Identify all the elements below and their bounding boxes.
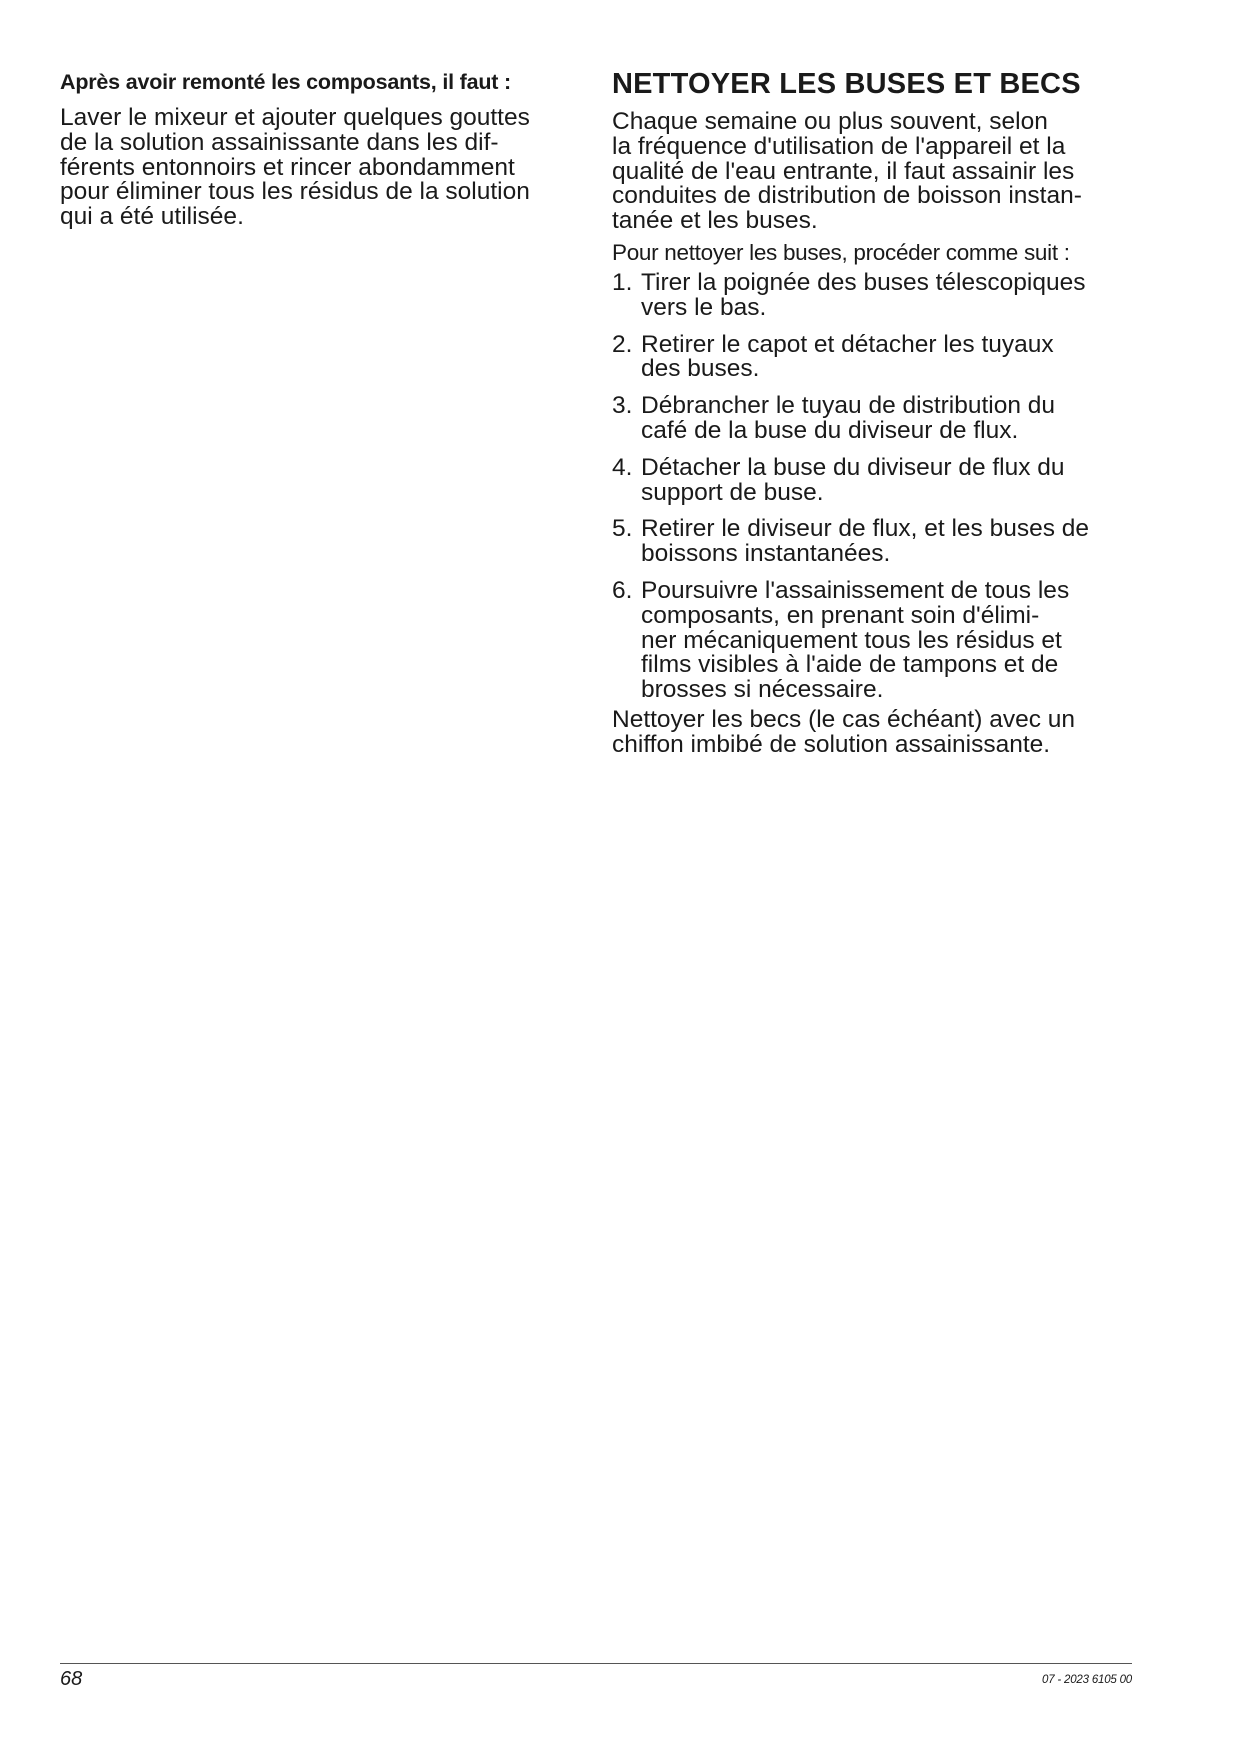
step-line: Détacher la buse du diviseur de flux du	[641, 453, 1065, 481]
step-item	[612, 576, 1152, 704]
step-line: brosses si nécessaire.	[641, 676, 884, 704]
page-number: 68	[60, 1668, 83, 1690]
right-column	[612, 66, 1152, 758]
step-number: 1.	[612, 268, 633, 296]
step-line: Tirer la poignée des buses télescopiques	[641, 268, 1086, 296]
intro-line: tanée et les buses.	[612, 207, 818, 235]
step-text	[641, 330, 1152, 383]
section-title: NETTOYER LES BUSES ET BECS	[612, 68, 1081, 100]
step-line: boissons instantanées.	[641, 540, 891, 568]
step-line: ner mécaniquement tous les résidus et	[641, 626, 1062, 654]
intro-line: Chaque semaine ou plus souvent, selon	[612, 108, 1048, 135]
closing-paragraph	[612, 705, 1152, 758]
left-column	[60, 68, 585, 230]
step-item	[612, 517, 1152, 567]
paragraph-line: pour éliminer tous les résidus de la solution	[60, 178, 530, 206]
paragraph-line: férents entonnoirs et rincer abondamment	[60, 153, 515, 181]
step-item	[612, 268, 1152, 321]
reassembly-paragraph	[60, 106, 585, 230]
step-line: Débrancher le tuyau de distribution du	[641, 392, 1056, 420]
step-item	[612, 394, 1152, 444]
step-number: 5.	[612, 515, 633, 543]
intro-line: la fréquence d'utilisation de l'appareil et la	[612, 132, 1066, 160]
step-text	[641, 268, 1152, 321]
intro-line: conduites de distribution de boisson instan-	[612, 182, 1082, 210]
step-text	[641, 576, 1152, 704]
paragraph-line: de la solution assainissante dans les dif-	[60, 128, 499, 156]
cleaning-steps-list	[612, 268, 1152, 704]
document-reference: 07 - 2023 6105 00	[1042, 1674, 1132, 1686]
step-text	[641, 517, 1152, 567]
step-line: vers le bas.	[641, 293, 767, 321]
intro-paragraph	[612, 110, 1152, 234]
step-number: 3.	[612, 392, 633, 420]
step-line: Retirer le diviseur de flux, et les buses de	[641, 515, 1090, 543]
step-text	[641, 453, 1152, 506]
step-number: 4.	[612, 453, 633, 481]
closing-line: chiffon imbibé de solution assainissante.	[612, 730, 1051, 758]
step-text	[641, 394, 1152, 444]
procedure-label: Pour nettoyer les buses, procéder comme suit :	[612, 239, 1070, 265]
step-line: Retirer le capot et détacher les tuyaux	[641, 330, 1054, 358]
closing-line: Nettoyer les becs (le cas échéant) avec un	[612, 705, 1076, 733]
paragraph-line: Laver le mixeur et ajouter quelques gouttes	[60, 104, 530, 131]
step-number: 2.	[612, 330, 633, 358]
step-line: composants, en prenant soin d'élimi-	[641, 601, 1040, 629]
paragraph-line: qui a été utilisée.	[60, 203, 244, 231]
footer-divider	[60, 1663, 1132, 1664]
step-item	[612, 330, 1152, 383]
step-line: café de la buse du diviseur de flux.	[641, 416, 1019, 444]
step-item	[612, 453, 1152, 506]
step-line: des buses.	[641, 355, 760, 383]
step-number: 6.	[612, 576, 633, 604]
intro-line: qualité de l'eau entrante, il faut assainir les	[612, 157, 1075, 185]
step-line: support de buse.	[641, 478, 824, 506]
reassembly-subheading: Après avoir remonté les composants, il faut :	[60, 70, 511, 94]
step-line: films visibles à l'aide de tampons et de	[641, 651, 1059, 679]
step-line: Poursuivre l'assainissement de tous les	[641, 576, 1070, 604]
